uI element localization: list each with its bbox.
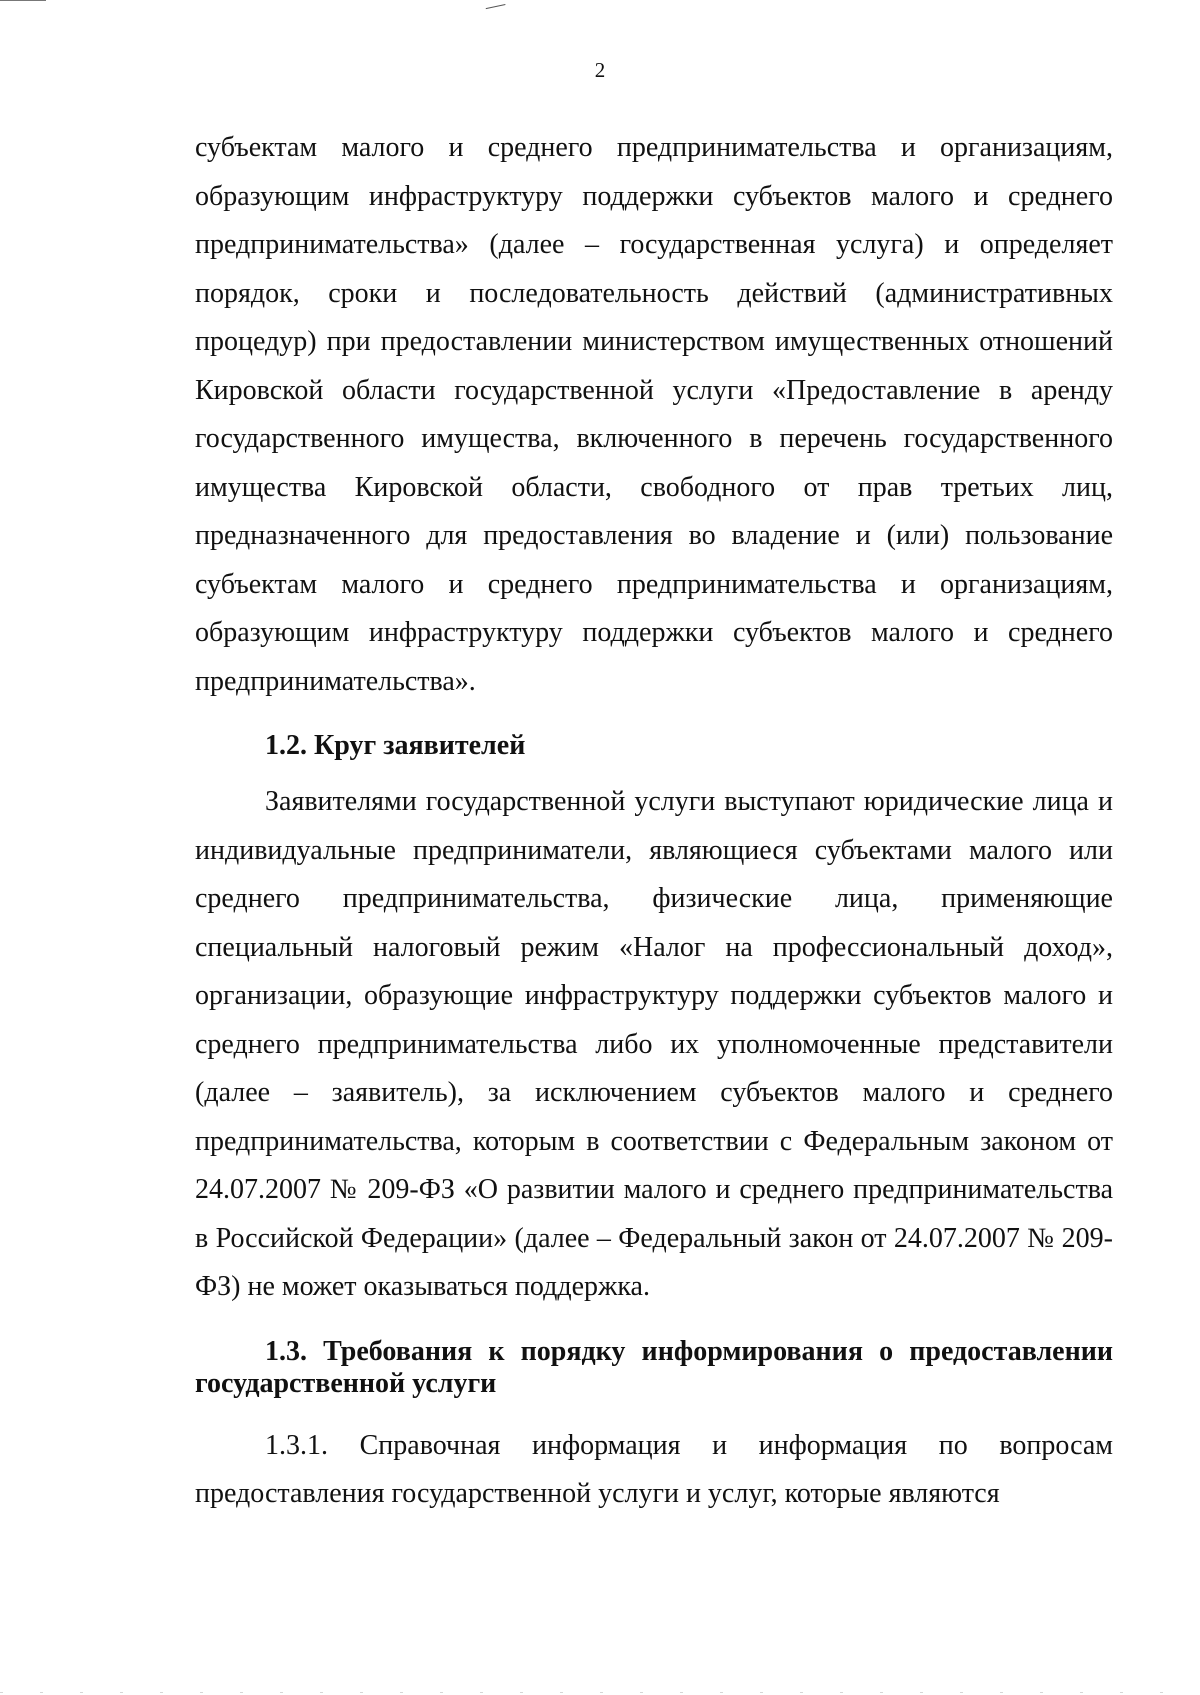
- scan-artifact-mark: [486, 4, 507, 13]
- paragraph-reference-info: 1.3.1. Справочная информация и информация по вопросам предоставления государственной услуги и услуг, которые являются: [195, 1429, 1113, 1509]
- scan-edge-mark: [0, 0, 46, 1]
- paragraph-service-description: субъектам малого и среднего предпринимательства и организациям, образующим инфраструктуру поддержки субъектов малого и среднего предпринимательства» (далее – государственная услуга) и определяет порядок, сроки и последовательность действий (административных процедур) при предоставлении министерством имущественных отношений Кировской области государственной услуги «Предоставление в аренду государственного имущества, включенного в перечень государственного имущества Кировской области, свободного от прав третьих лиц, предназначенного для предоставления во владение и (или) пользование субъектам малого и среднего предпринимательства и организациям, образующим инфраструктуру поддержки субъектов малого и среднего предпринимательства».: [195, 132, 1113, 697]
- page-number: 2: [594, 58, 606, 82]
- heading-information-requirements: 1.3. Требования к порядку информирования о предоставлении государственной услуги: [195, 1335, 1113, 1399]
- document-body: [195, 124, 1113, 1519]
- heading-applicants: 1.2. Круг заявителей: [265, 730, 526, 761]
- paragraph-applicants: Заявителями государственной услуги выступают юридические лица и индивидуальные предприниматели, являющиеся субъектами малого или среднего предпринимательства, физические лица, применяющие специальный налоговый режим «Налог на профессиональный доход», организации, образующие инфраструктуру поддержки субъектов малого и среднего предпринимательства либо их уполномоченные представители (далее – заявитель), за исключением субъектов малого и среднего предпринимательства, которым в соответствии с Федеральным законом от 24.07.2007 № 209-ФЗ «О развитии малого и среднего предпринимательства в Российской Федерации» (далее – Федеральный закон от 24.07.2007 № 209-ФЗ) не может оказываться поддержка.: [195, 786, 1113, 1302]
- scan-edge-bottom: [0, 1692, 1200, 1693]
